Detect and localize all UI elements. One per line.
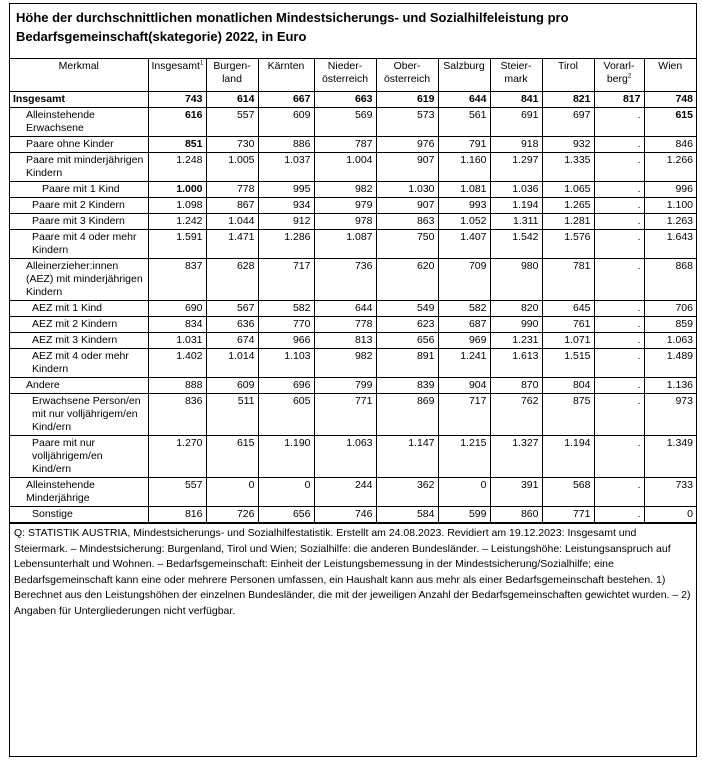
table-cell: 1.005 [206, 153, 258, 182]
table-cell: 969 [438, 333, 490, 349]
column-header-label: Vorarl-berg [603, 60, 635, 85]
table-cell: 1.087 [314, 230, 376, 259]
table-cell: 615 [644, 108, 696, 137]
table-row [10, 259, 696, 301]
table-cell: 817 [594, 92, 644, 108]
column-header-label: Kärnten [267, 60, 305, 72]
table-cell: 1.081 [438, 182, 490, 198]
column-header [594, 59, 644, 92]
table-cell: 761 [542, 317, 594, 333]
table-cell: 644 [438, 92, 490, 108]
table-cell: 834 [148, 317, 206, 333]
table-cell: 645 [542, 301, 594, 317]
table-cell: 978 [314, 214, 376, 230]
table-cell: 697 [542, 108, 594, 137]
table-cell: 511 [206, 394, 258, 436]
table-cell: 869 [376, 394, 438, 436]
row-label: Paare mit 4 oder mehr Kindern [10, 230, 148, 259]
table-cell: 836 [148, 394, 206, 436]
table-cell: 1.263 [644, 214, 696, 230]
table-row [10, 478, 696, 507]
table-cell: . [594, 259, 644, 301]
table-cell: 1.160 [438, 153, 490, 182]
table-cell: 557 [206, 108, 258, 137]
table-cell: 888 [148, 378, 206, 394]
table-cell: 1.407 [438, 230, 490, 259]
table-cell: 609 [206, 378, 258, 394]
table-cell: 1.327 [490, 436, 542, 478]
table-cell: 990 [490, 317, 542, 333]
table-cell: 620 [376, 259, 438, 301]
table-cell: . [594, 436, 644, 478]
table-cell: 980 [490, 259, 542, 301]
table-cell: 1.542 [490, 230, 542, 259]
table-cell: 1.000 [148, 182, 206, 198]
table-cell: 616 [148, 108, 206, 137]
table-cell: 904 [438, 378, 490, 394]
table-cell: 867 [206, 198, 258, 214]
table-cell: 549 [376, 301, 438, 317]
table-cell: 813 [314, 333, 376, 349]
table-cell: 750 [376, 230, 438, 259]
table-cell: 851 [148, 137, 206, 153]
column-header-label: Salzburg [443, 60, 485, 72]
table-cell: 1.063 [314, 436, 376, 478]
header-row [10, 59, 696, 92]
row-label: Alleinstehende Minderjährige [10, 478, 148, 507]
table-cell: . [594, 182, 644, 198]
table-cell: . [594, 333, 644, 349]
table-title: Höhe der durchschnittlichen monatlichen Mindestsicherungs- und Sozialhilfeleistung pro Bedarfsgemeinschaft(skategorie) 2022, in Euro [16, 10, 569, 44]
table-cell: 1.036 [490, 182, 542, 198]
table-body [10, 92, 696, 523]
table-cell: 907 [376, 198, 438, 214]
table-cell: 1.241 [438, 349, 490, 378]
row-label: AEZ mit 1 Kind [10, 301, 148, 317]
table-cell: 691 [490, 108, 542, 137]
table-cell: 1.242 [148, 214, 206, 230]
table-cell: . [594, 214, 644, 230]
table-cell: . [594, 478, 644, 507]
column-header [542, 59, 594, 92]
row-label: Paare mit 3 Kindern [10, 214, 148, 230]
table-cell: 1.265 [542, 198, 594, 214]
table-row [10, 153, 696, 182]
table-cell: 746 [314, 507, 376, 523]
table-cell: 1.311 [490, 214, 542, 230]
table-cell: 859 [644, 317, 696, 333]
table-cell: 717 [258, 259, 314, 301]
table-cell: 778 [314, 317, 376, 333]
table-cell: . [594, 108, 644, 137]
table-cell: 976 [376, 137, 438, 153]
table-cell: 709 [438, 259, 490, 301]
column-header-label: Burgen-land [213, 60, 251, 85]
table-cell: . [594, 301, 644, 317]
table-cell: 1.194 [490, 198, 542, 214]
row-label: Insgesamt [10, 92, 148, 108]
table-cell: 771 [314, 394, 376, 436]
table-cell: 1.349 [644, 436, 696, 478]
row-label: Paare mit minderjährigen Kindern [10, 153, 148, 182]
row-label: Alleinerzieher:innen (AEZ) mit minderjährigen Kindern [10, 259, 148, 301]
row-label: AEZ mit 3 Kindern [10, 333, 148, 349]
table-cell: 244 [314, 478, 376, 507]
table-cell: 804 [542, 378, 594, 394]
row-label: Paare mit 1 Kind [10, 182, 148, 198]
table-cell: 778 [206, 182, 258, 198]
table-cell: 582 [438, 301, 490, 317]
table-cell: 1.576 [542, 230, 594, 259]
table-row [10, 92, 696, 108]
table-cell: . [594, 378, 644, 394]
table-cell: . [594, 198, 644, 214]
table-row [10, 230, 696, 259]
table-cell: 1.613 [490, 349, 542, 378]
table-cell: . [594, 230, 644, 259]
table-cell: 605 [258, 394, 314, 436]
row-label: Andere [10, 378, 148, 394]
table-cell: 696 [258, 378, 314, 394]
table-cell: 918 [490, 137, 542, 153]
table-cell: 1.286 [258, 230, 314, 259]
table-cell: 966 [258, 333, 314, 349]
table-cell: 619 [376, 92, 438, 108]
table-cell: 791 [438, 137, 490, 153]
table-cell: 1.136 [644, 378, 696, 394]
table-cell: 863 [376, 214, 438, 230]
column-header [314, 59, 376, 92]
table-row [10, 317, 696, 333]
table-cell: 816 [148, 507, 206, 523]
table-cell: 717 [438, 394, 490, 436]
data-table [10, 58, 696, 523]
row-label: Paare mit 2 Kindern [10, 198, 148, 214]
table-cell: . [594, 507, 644, 523]
table-cell: 557 [148, 478, 206, 507]
table-cell: 743 [148, 92, 206, 108]
table-cell: 770 [258, 317, 314, 333]
table-cell: 995 [258, 182, 314, 198]
table-cell: 0 [206, 478, 258, 507]
table-cell: 656 [258, 507, 314, 523]
table-row [10, 394, 696, 436]
table-cell: 0 [258, 478, 314, 507]
table-cell: 0 [438, 478, 490, 507]
footnote-marker: 2 [627, 73, 632, 80]
table-cell: 636 [206, 317, 258, 333]
table-cell: 771 [542, 507, 594, 523]
table-cell: 762 [490, 394, 542, 436]
table-cell: 1.591 [148, 230, 206, 259]
table-cell: 663 [314, 92, 376, 108]
column-header [148, 59, 206, 92]
table-cell: 599 [438, 507, 490, 523]
table-cell: 1.044 [206, 214, 258, 230]
column-header [644, 59, 696, 92]
table-cell: 1.052 [438, 214, 490, 230]
table-cell: 726 [206, 507, 258, 523]
row-label: AEZ mit 2 Kindern [10, 317, 148, 333]
table-cell: 868 [644, 259, 696, 301]
table-cell: 886 [258, 137, 314, 153]
table-cell: 730 [206, 137, 258, 153]
column-header-label: Insgesamt [151, 60, 200, 72]
table-cell: 979 [314, 198, 376, 214]
table-cell: 391 [490, 478, 542, 507]
column-header [206, 59, 258, 92]
table-cell: 1.147 [376, 436, 438, 478]
table-row [10, 378, 696, 394]
table-cell: 736 [314, 259, 376, 301]
table-cell: 1.402 [148, 349, 206, 378]
table-row [10, 137, 696, 153]
table-cell: 799 [314, 378, 376, 394]
table-cell: 781 [542, 259, 594, 301]
table-cell: 1.297 [490, 153, 542, 182]
table-cell: 623 [376, 317, 438, 333]
table-cell: 1.471 [206, 230, 258, 259]
table-cell: 687 [438, 317, 490, 333]
column-header-label: Tirol [557, 60, 579, 72]
table-cell: 907 [376, 153, 438, 182]
table-cell: 787 [314, 137, 376, 153]
table-row [10, 301, 696, 317]
table-cell: . [594, 317, 644, 333]
table-cell: 820 [490, 301, 542, 317]
row-label: Sonstige [10, 507, 148, 523]
table-cell: 569 [314, 108, 376, 137]
table-cell: 1.065 [542, 182, 594, 198]
table-cell: 1.270 [148, 436, 206, 478]
table-cell: 841 [490, 92, 542, 108]
row-label: Paare mit nur volljährigem/en Kind/ern [10, 436, 148, 478]
table-cell: . [594, 153, 644, 182]
row-label: Paare ohne Kinder [10, 137, 148, 153]
table-cell: 656 [376, 333, 438, 349]
column-header-label: Merkmal [58, 60, 99, 72]
table-row [10, 349, 696, 378]
table-cell: 628 [206, 259, 258, 301]
table-cell: 934 [258, 198, 314, 214]
table-cell: 821 [542, 92, 594, 108]
row-label: Alleinstehende Erwachsene [10, 108, 148, 137]
table-cell: 912 [258, 214, 314, 230]
footnote-marker: 1 [199, 60, 204, 67]
table-cell: 1.248 [148, 153, 206, 182]
table-cell: 0 [644, 507, 696, 523]
table-cell: 582 [258, 301, 314, 317]
row-label: Erwachsene Person/en mit nur volljährigem/en Kind/ern [10, 394, 148, 436]
table-row [10, 214, 696, 230]
table-cell: 609 [258, 108, 314, 137]
column-header-label: Wien [658, 60, 683, 72]
table-row [10, 333, 696, 349]
table-cell: 1.098 [148, 198, 206, 214]
table-cell: 1.215 [438, 436, 490, 478]
table-cell: 1.194 [542, 436, 594, 478]
table-cell: 1.031 [148, 333, 206, 349]
table-cell: 706 [644, 301, 696, 317]
table-cell: . [594, 137, 644, 153]
table-cell: 1.103 [258, 349, 314, 378]
table-cell: 690 [148, 301, 206, 317]
table-cell: 875 [542, 394, 594, 436]
table-row [10, 507, 696, 523]
table-cell: 567 [206, 301, 258, 317]
column-header [258, 59, 314, 92]
table-cell: 870 [490, 378, 542, 394]
table-cell: 1.231 [490, 333, 542, 349]
table-cell: 748 [644, 92, 696, 108]
table-cell: 891 [376, 349, 438, 378]
row-label: AEZ mit 4 oder mehr Kindern [10, 349, 148, 378]
table-cell: 1.489 [644, 349, 696, 378]
table-cell: 860 [490, 507, 542, 523]
table-cell: 615 [206, 436, 258, 478]
table-cell: . [594, 394, 644, 436]
column-header-label: Ober-österreich [383, 60, 431, 85]
table-cell: 839 [376, 378, 438, 394]
column-header-label: Steier-mark [500, 60, 532, 85]
column-header [10, 59, 148, 92]
table-cell: 644 [314, 301, 376, 317]
table-cell: 993 [438, 198, 490, 214]
table-cell: . [594, 349, 644, 378]
column-header [490, 59, 542, 92]
table-cell: 1.335 [542, 153, 594, 182]
table-cell: 837 [148, 259, 206, 301]
table-cell: 1.100 [644, 198, 696, 214]
table-cell: 1.515 [542, 349, 594, 378]
table-row [10, 108, 696, 137]
table-cell: 1.004 [314, 153, 376, 182]
table-cell: 1.037 [258, 153, 314, 182]
table-cell: 932 [542, 137, 594, 153]
table-cell: 362 [376, 478, 438, 507]
table-cell: 1.643 [644, 230, 696, 259]
column-header [376, 59, 438, 92]
table-cell: 973 [644, 394, 696, 436]
table-cell: 674 [206, 333, 258, 349]
table-row [10, 436, 696, 478]
column-header [438, 59, 490, 92]
table-row [10, 182, 696, 198]
table-cell: 846 [644, 137, 696, 153]
table-cell: 1.281 [542, 214, 594, 230]
table-cell: 1.063 [644, 333, 696, 349]
document-frame [9, 3, 697, 757]
table-cell: 561 [438, 108, 490, 137]
table-cell: 733 [644, 478, 696, 507]
column-header-label: Nieder-österreich [321, 60, 369, 85]
table-cell: 1.190 [258, 436, 314, 478]
table-cell: 573 [376, 108, 438, 137]
table-row [10, 198, 696, 214]
table-cell: 667 [258, 92, 314, 108]
footnotes: Q: STATISTIK AUSTRIA, Mindestsicherungs- und Sozialhilfestatistik. Erstellt am 24.08.2023. Revidiert am 19.12.2023: Insgesamt und Steiermark. – Mindestsicherung: Burgenland, Tirol und Wien; Sozialhilfe: die anderen Bundesländer. – Leistungshöhe: Leistungsanspruch auf Lebensunterhalt und Wohnen. – Bedarfsgemeinschaft: Einheit der Leistungsbemessung in der Mindestsicherung/Sozialhilfe; eine Bedarfsgemeinschaft kann eine oder mehrere Personen umfassen, ein Haushalt kann aus mehr als einer Bedarfsgemeinschaft bestehen. 1) Berechnet aus den Leistungshöhen der einzelnen Bundesländer, die mit der jeweiligen Anzahl der Bedarfsgemeinschaften gewichtet wurden. – 2) Angaben für Untergliederungen nicht verfügbar. [10, 523, 696, 621]
table-cell: 1.266 [644, 153, 696, 182]
table-cell: 614 [206, 92, 258, 108]
table-cell: 1.014 [206, 349, 258, 378]
table-cell: 568 [542, 478, 594, 507]
table-cell: 584 [376, 507, 438, 523]
table-cell: 982 [314, 349, 376, 378]
table-cell: 982 [314, 182, 376, 198]
table-cell: 1.030 [376, 182, 438, 198]
table-cell: 996 [644, 182, 696, 198]
table-cell: 1.071 [542, 333, 594, 349]
